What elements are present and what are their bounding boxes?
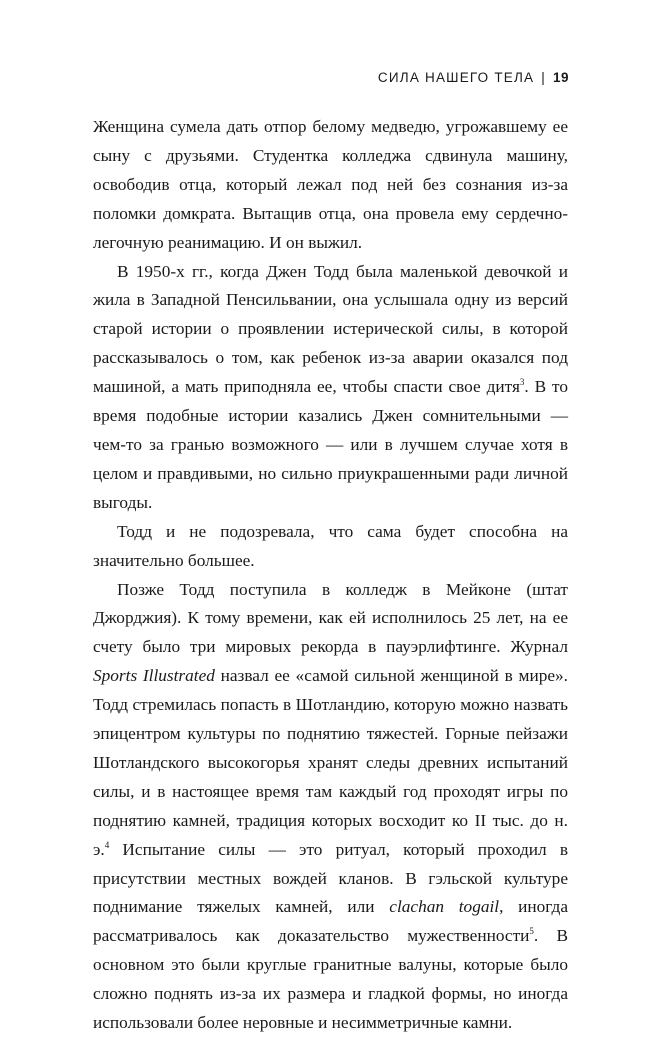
paragraph-4 bbox=[93, 576, 568, 1038]
header-separator: | bbox=[541, 70, 546, 85]
paragraph-4-text-b: назвал ее «самой сильной женщиной в мире». Тодд стремилась попасть в Шотландию, которую можно назвать эпицентром культуры по поднятию тяжестей. Горные пейзажи Шотландского высокогорья хранят следы древних испытаний силы, и в настоящее время там каждый год проходят игры по поднятию камней, традиция которых восходит ко II тыс. до н. э. bbox=[93, 666, 568, 858]
paragraph-1 bbox=[93, 113, 568, 258]
paragraph-2 bbox=[93, 258, 568, 518]
paragraph-4-text-a: Позже Тодд поступила в колледж в Мейконе (штат Джорджия). К тому времени, как ей исполнилось 25 лет, на ее счету было три мировых рекорда в пауэрлифтинге. Журнал bbox=[93, 580, 568, 657]
paragraph-4-text-e: . В основном это были круглые гранитные валуны, которые было сложно поднять из-за их размера и гладкой формы, но иногда использовали более неровные и несимметричные камни. bbox=[93, 926, 568, 1032]
paragraph-2-text-b: . В то время подобные истории казались Джен сомнительными — чем-то за гранью возможного — или в лучшем случае хотя в целом и правдивыми, но сильно приукрашенными ради личной выгоды. bbox=[93, 377, 568, 512]
footnote-ref-4[interactable]: 4 bbox=[105, 840, 110, 850]
footnote-ref-3[interactable]: 3 bbox=[520, 377, 525, 387]
gaelic-term: clachan togail bbox=[389, 897, 499, 916]
footnote-ref-5[interactable]: 5 bbox=[529, 927, 534, 937]
running-header bbox=[378, 70, 569, 85]
paragraph-3-text: Тодд и не подозревала, что сама будет способна на значительно большее. bbox=[93, 522, 568, 570]
paragraph-4-text-c: Испытание силы — это ритуал, который проходил в присутствии местных вождей кланов. В гэльской культуре поднимание тяжелых камней, или bbox=[93, 840, 568, 917]
paragraph-3 bbox=[93, 518, 568, 576]
page-body bbox=[93, 113, 568, 1038]
magazine-title: Sports Illustrated bbox=[93, 666, 215, 685]
paragraph-1-text: Женщина сумела дать отпор белому медведю, угрожавшему ее сыну с друзьями. Студентка колледжа сдвинула машину, освободив отца, который лежал под ней без сознания из-за поломки домкрата. Вытащив отца, она провела ему сердечно-легочную реанимацию. И он выжил. bbox=[93, 117, 568, 252]
paragraph-4-text-d: , иногда рассматривалось как доказательство мужественности bbox=[93, 897, 568, 945]
running-title: СИЛА НАШЕГО ТЕЛА bbox=[378, 70, 534, 85]
paragraph-2-text-a: В 1950-х гг., когда Джен Тодд была маленькой девочкой и жила в Западной Пенсильвании, она услышала одну из версий старой истории о проявлении истерической силы, в которой рассказывалось о том, как ребенок из-за аварии оказался под машиной, а мать приподняла ее, чтобы спасти свое дитя bbox=[93, 262, 568, 397]
page-number: 19 bbox=[553, 70, 569, 85]
